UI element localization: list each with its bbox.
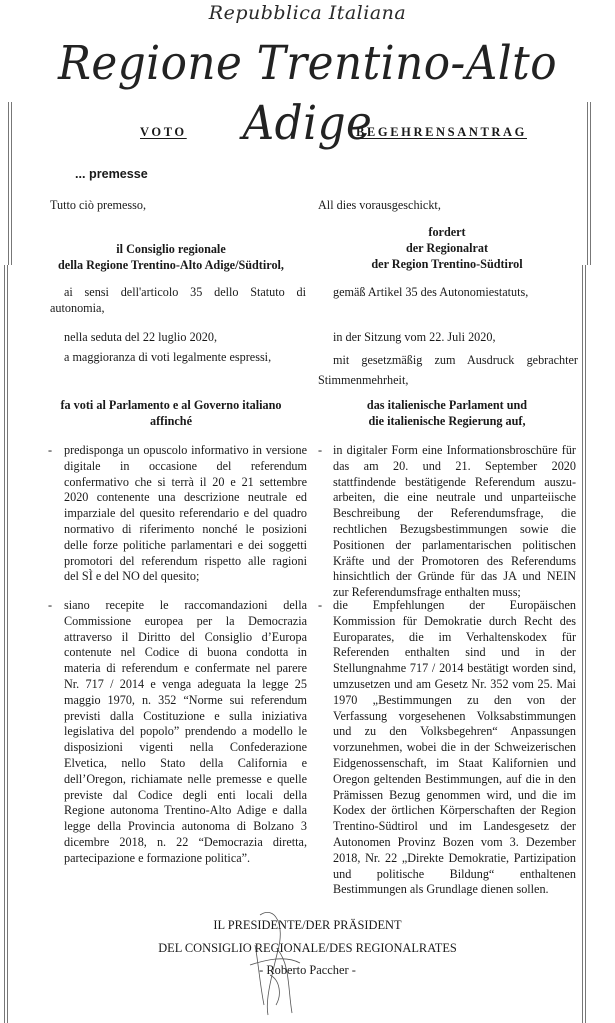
paragraph-line: Nr. 717 / 2014 e venga adeguata la legge 25 xyxy=(64,676,307,691)
right-item2-text xyxy=(333,598,576,898)
paragraph-line: promotori del referendum rispetto alle ragioni xyxy=(64,553,307,568)
signature-name: - Roberto Paccher - xyxy=(259,963,356,977)
left-fa-voti-line2: affinché xyxy=(150,414,192,428)
paragraph-line: partecipazione e formazione politica”. xyxy=(64,850,251,865)
paragraph-line: previste dal Codice degli enti locali della xyxy=(64,787,307,802)
paragraph-line: Commissione europea per la Democrazia xyxy=(64,613,307,628)
left-item1-bullet: - xyxy=(48,443,53,457)
left-item2-bullet: - xyxy=(48,598,53,612)
paragraph-line: Oregon geltenden Bestimmungen, auf die in den xyxy=(333,771,576,786)
right-sitzung: in der Sitzung vom 22. Juli 2020, xyxy=(333,330,496,344)
paragraph-line: 2018, Nr. 22 „Direkte Demokratie, Partizipation xyxy=(333,850,576,865)
paragraph-line: Referenden enthalten sind und in der xyxy=(333,645,576,660)
paragraph-line: Trentino-Südtirol und im Landesgesetz der xyxy=(333,819,576,834)
left-maggioranza: a maggioranza di voti legalmente espressi, xyxy=(64,350,272,364)
left-intro: Tutto ciò premesso, xyxy=(50,198,147,212)
paragraph-line: confermativo che si terrà il 20 e 21 settembre xyxy=(64,474,307,489)
paragraph-line: maggio 1970, n. 352 “Norme sui referendum xyxy=(64,692,307,707)
paragraph-line: stattfindende bestätigende Referendum auszu- xyxy=(333,474,576,489)
paragraph-line: vorzunehmen, wobei die in der Schweizerischen xyxy=(333,740,576,755)
paragraph-line: legislativa del popolo” prendendo a modello le xyxy=(64,724,307,739)
signature-title-line1: IL PRESIDENTE/DER PRÄSIDENT xyxy=(213,918,402,932)
letterhead-region: Regione Trentino-Alto Adige xyxy=(57,36,558,151)
paragraph-line: Beschreibung der Referendumsfrage, die xyxy=(333,506,576,521)
paragraph-line: Stellungnahme 717 / 2014 bestätigt worden sind, xyxy=(333,661,576,676)
paragraph-line: 2020 contenente una descrizione neutrale ed xyxy=(64,490,307,505)
right-fordert: fordert xyxy=(428,225,466,239)
right-council-line2: der Region Trentino-Südtirol xyxy=(371,257,523,271)
paragraph-line: und zu den Volksbegehren“ Anpassungen xyxy=(333,724,576,739)
paragraph-line: imparziale del quesito referendario e del quadro xyxy=(64,506,307,521)
signature-title-line2: DEL CONSIGLIO REGIONALE/DES REGIONALRATES xyxy=(158,941,457,955)
left-council-line1: il Consiglio regionale xyxy=(116,242,226,256)
paragraph-line: arbeiten, die eine neutrale und unparteiische xyxy=(333,490,576,505)
paragraph-line: Europarates, die im Verhaltenskodex für xyxy=(333,629,576,644)
paragraph-line: normativo di riferimento nonché le posizioni xyxy=(64,521,307,536)
left-council-line2: della Regione Trentino-Alto Adige/Südtirol, xyxy=(58,258,284,272)
paragraph-line: Regione autonoma Trentino-Alto Adige e dalla xyxy=(64,803,307,818)
right-item2-bullet: - xyxy=(318,598,323,612)
right-item1-text xyxy=(333,443,576,601)
paragraph-line: umzusetzen und am Gesetz Nr. 352 vom 25. Mai xyxy=(333,676,576,691)
left-seduta: nella seduta del 22 luglio 2020, xyxy=(64,330,217,344)
letterhead-republic: Repubblica Italiana xyxy=(208,2,407,24)
right-column-title: BEGEHRENSANTRAG xyxy=(356,125,527,139)
right-parlament-line2: die italienische Regierung auf, xyxy=(368,414,526,428)
right-parlament-line1: das italienische Parlament und xyxy=(366,398,528,412)
right-council-line1: der Regionalrat xyxy=(405,241,489,255)
paragraph-line: Kommission für Demokratie durch Recht des xyxy=(333,613,576,628)
paragraph-line: Eidgenossenschaft, im Staat Kalifornien und xyxy=(333,755,576,770)
paragraph-line: digitale in occasione del referendum xyxy=(64,458,307,473)
paragraph-line: delle forze politiche parlamentari e dei soggetti xyxy=(64,537,307,552)
paragraph-line: Kodex der örtlichen Körperschaften der Region xyxy=(333,803,576,818)
paragraph-line: Verfassung vorgesehenen Volksabstimmungen xyxy=(333,708,576,723)
paragraph-line: Bestimmungen als Grundlage dienen sollen. xyxy=(333,882,549,897)
paragraph-line: und politische Bildung“ enthaltenen xyxy=(333,866,576,881)
paragraph-line: die Empfehlungen der Europäischen xyxy=(333,598,576,612)
paragraph-line: das am 20. und 21. September 2020 xyxy=(333,458,576,473)
right-item1-bullet: - xyxy=(318,443,323,457)
left-ai-sensi: ai sensi dell'articolo 35 dello Statuto di autonomia, xyxy=(50,285,306,315)
left-item1-text xyxy=(64,443,307,585)
paragraph-line: dicembre 2018, n. 22 “Democrazia diretta, xyxy=(64,834,307,849)
paragraph-line: dell’Oregon, richiamate nelle premesse e quelle xyxy=(64,771,307,786)
paragraph-line: Prämissen Bezug genommen wird, und die im xyxy=(333,787,576,802)
paragraph-line: 1970 „Bestimmungen zu den von der xyxy=(333,692,576,707)
paragraph-line: Positionen der parlamentarischen politischen xyxy=(333,537,576,552)
paragraph-line: attraverso il Diritto del Consiglio d’Europa xyxy=(64,629,307,644)
left-item2-text xyxy=(64,598,307,867)
premesse-heading: ... premesse xyxy=(75,167,148,181)
paragraph-line: predisponga un opuscolo informativo in versione xyxy=(64,443,307,457)
right-mehrheit: mit gesetzmäßig zum Ausdruck gebrachter Stimmenmehrheit, xyxy=(318,353,578,387)
right-intro: All dies vorausgeschickt, xyxy=(318,198,441,212)
paragraph-line: contenute nel Codice di buona condotta in xyxy=(64,645,307,660)
paragraph-line: Kräfte und der Promotoren des Referendums xyxy=(333,553,576,568)
left-column-title: VOTO xyxy=(140,125,187,139)
paragraph-line: hinsichtlich der Gründe für das JA und NEIN xyxy=(333,569,576,584)
paragraph-line: Elvetica, nello Stato della California e xyxy=(64,755,307,770)
paragraph-line: siano recepite le raccomandazioni della xyxy=(64,598,307,612)
paragraph-line: materia di referendum e confermate nel parere xyxy=(64,661,307,676)
paragraph-line: in digitaler Form eine Informationsbroschüre für xyxy=(333,443,576,457)
paragraph-line: Autonomen Provinz Bozen vom 3. Dezember xyxy=(333,834,576,849)
paragraph-line: rechtlichen Bezugsbestimmungen sowie die xyxy=(333,521,576,536)
paragraph-line: zur Referendumsfrage enthalten muss; xyxy=(333,585,521,600)
paragraph-line: previsti dalla Costituzione e sulla iniziativa xyxy=(64,708,307,723)
paragraph-line: legge della Provincia autonoma di Bolzano 3 xyxy=(64,819,307,834)
paragraph-line: del SÌ e del NO del quesito; xyxy=(64,569,200,584)
paragraph-line: disposizioni vigenti nella Confederazione xyxy=(64,740,307,755)
left-fa-voti-line1: fa voti al Parlamento e al Governo italiano xyxy=(60,398,282,412)
right-artikel: gemäß Artikel 35 des Autonomiestatuts, xyxy=(333,285,529,299)
